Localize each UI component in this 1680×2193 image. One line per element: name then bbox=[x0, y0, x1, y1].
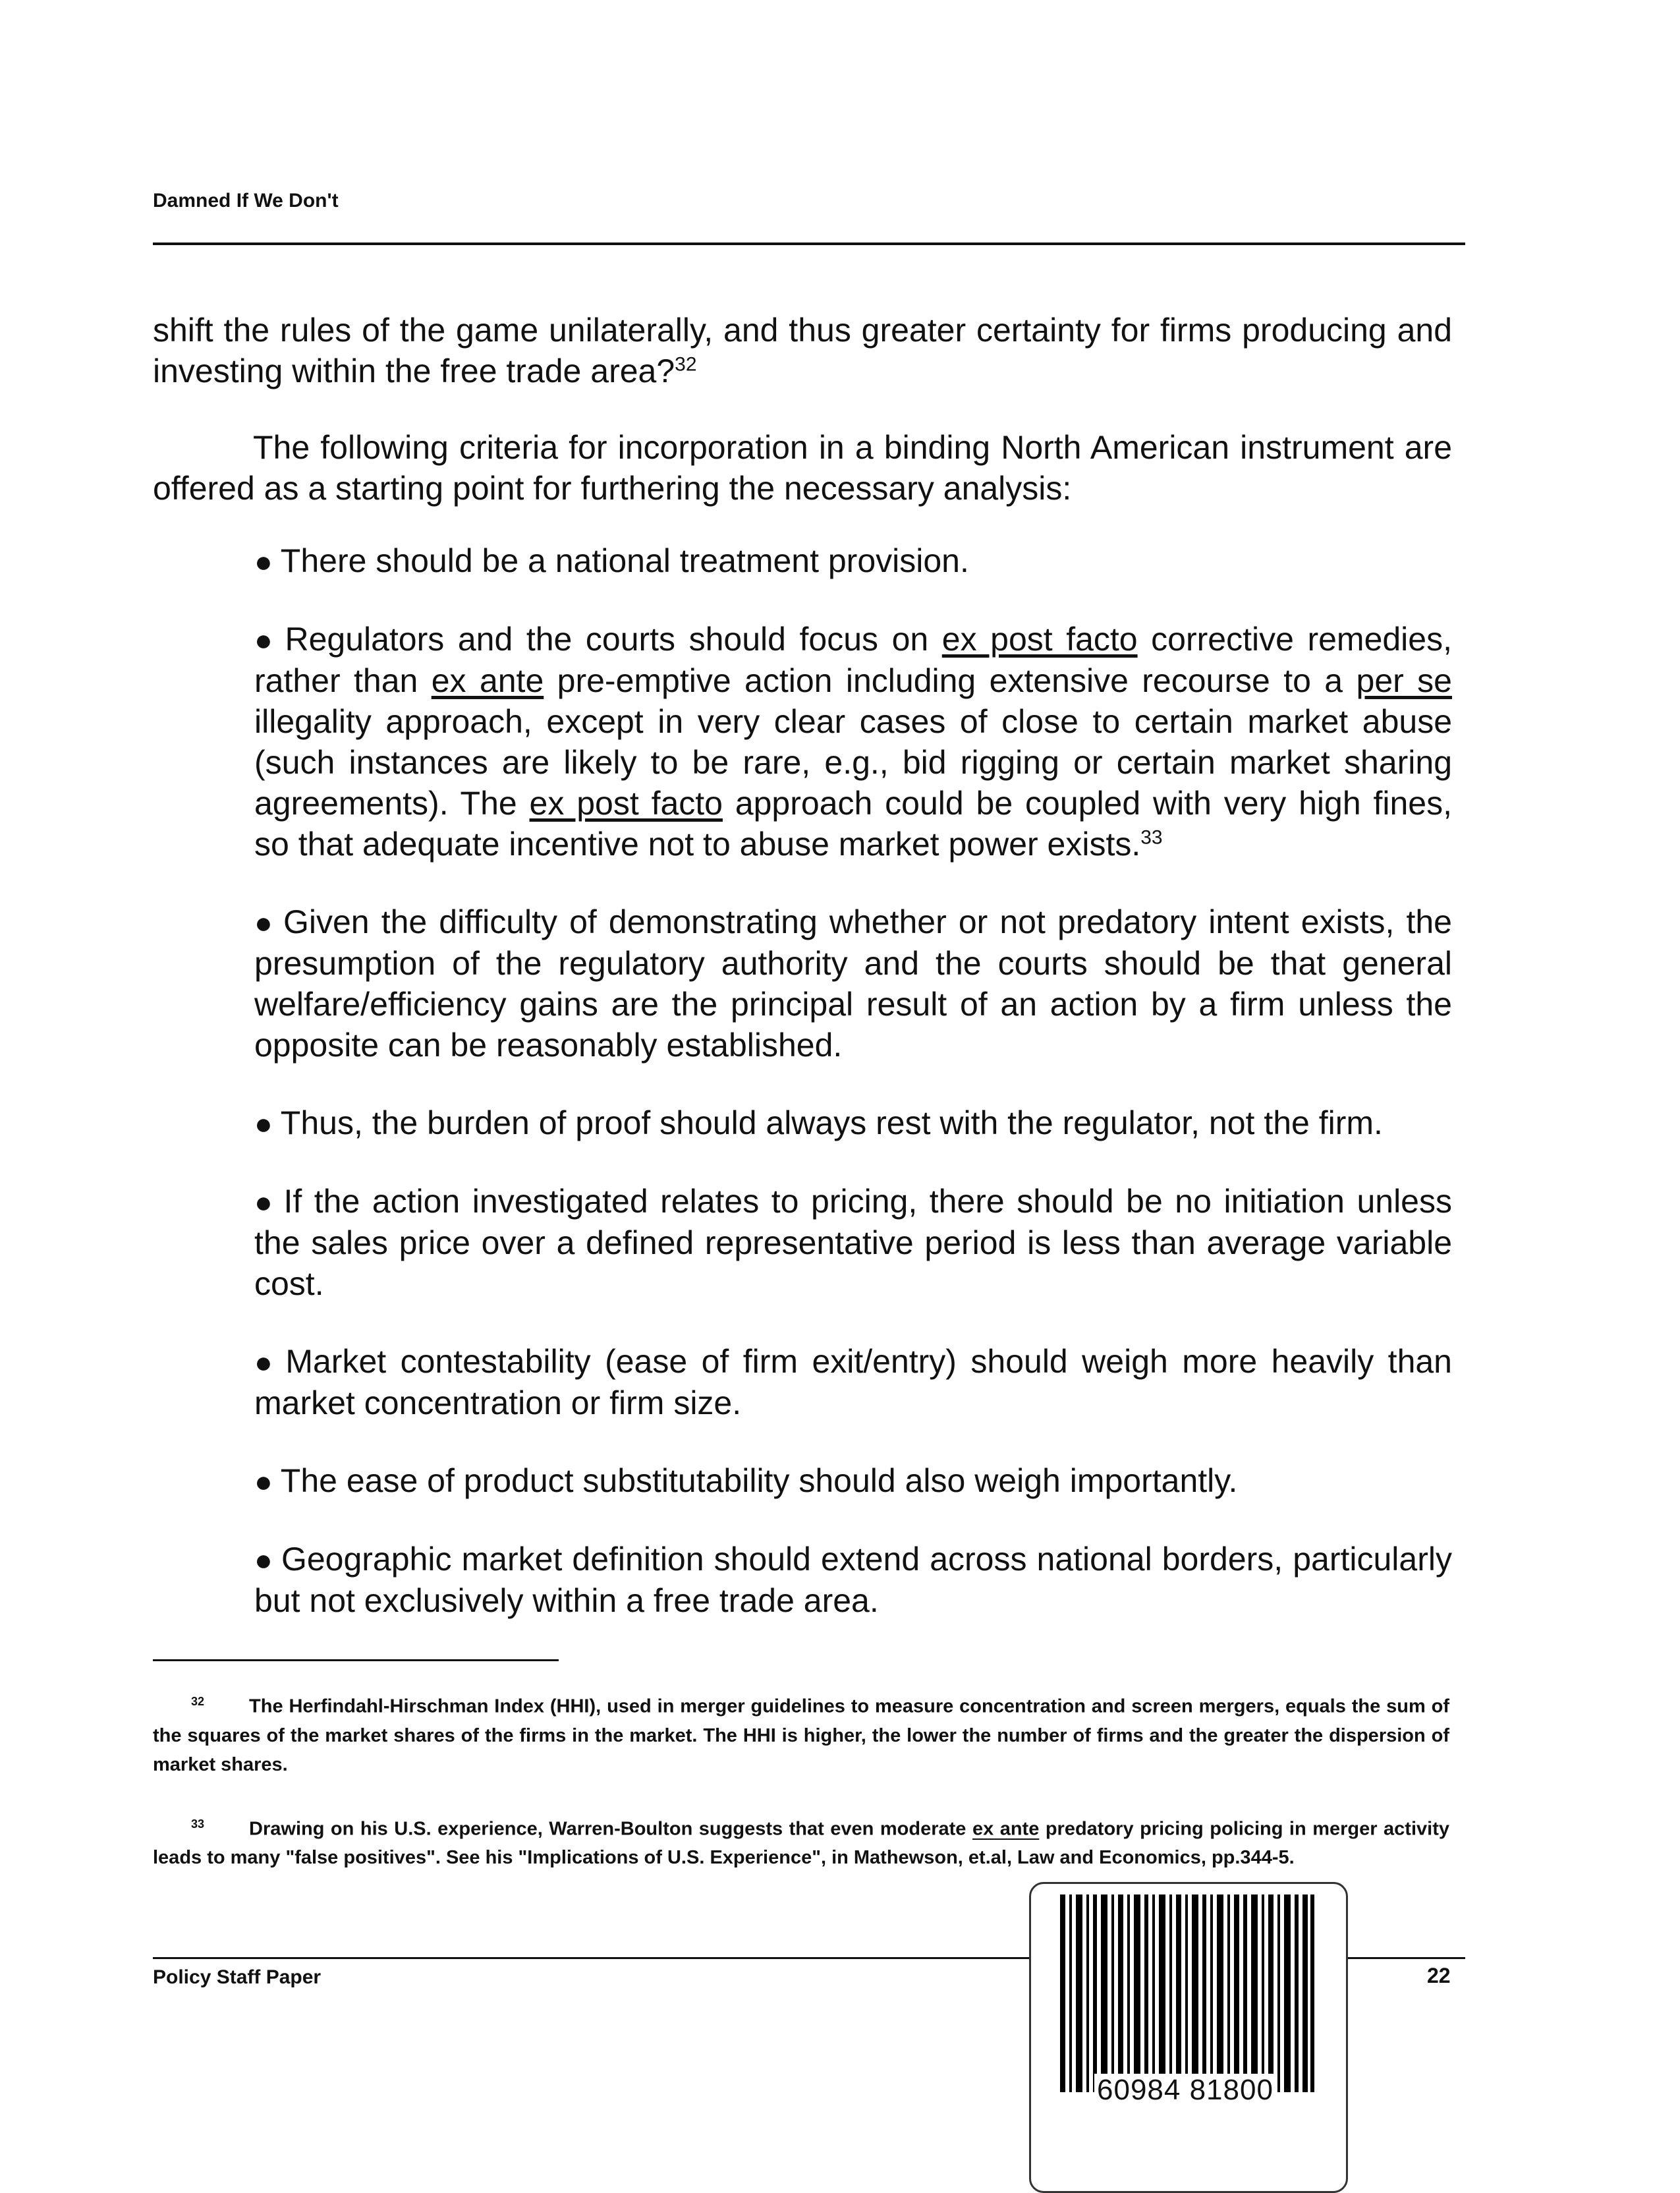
header-rule bbox=[153, 242, 1465, 245]
list-item bbox=[254, 1341, 1452, 1423]
footnote-text: Drawing on his U.S. experience, Warren-Boulton suggests that even moderate bbox=[249, 1818, 972, 1840]
bullet-icon: ● bbox=[254, 1543, 273, 1577]
barcode-label bbox=[1029, 1882, 1348, 2193]
list-item-text: illegality approach, except in very clear cases of close to certain market abuse (such instances are likely to be rare, e.g., bid rigging or certain market sharing agreements). The bbox=[254, 703, 1452, 822]
footnote-number: 32 bbox=[191, 1695, 205, 1708]
footnote-ref[interactable]: 33 bbox=[1140, 826, 1163, 849]
list-item-text: Market contestability (ease of firm exit/entry) should weigh more heavily than market concentration or firm size. bbox=[254, 1343, 1452, 1421]
list-item bbox=[254, 901, 1452, 1066]
bullet-icon: ● bbox=[254, 544, 273, 579]
footnote-text: predatory pricing policing in merger activity leads to many "false positives". See his "Implications of U.S. Experience", in Mathewson, et.al, Law and Economics, pp.344-5. bbox=[153, 1818, 1449, 1869]
footnotes bbox=[153, 1687, 1449, 1902]
bullet-icon: ● bbox=[254, 905, 275, 940]
footer-rule bbox=[153, 1957, 1029, 1959]
footnote-separator bbox=[153, 1659, 559, 1661]
running-header: Damned If We Don't bbox=[153, 190, 339, 212]
paragraph-text: shift the rules of the game unilaterally, and thus greater certainty for firms producing and investing within the free trade area? bbox=[153, 312, 1452, 389]
list-item-text: Thus, the burden of proof should always rest with the regulator, not the firm. bbox=[280, 1104, 1383, 1141]
list-item bbox=[254, 619, 1452, 865]
bullet-icon: ● bbox=[254, 1464, 273, 1498]
list-item bbox=[254, 1181, 1452, 1304]
list-item-text: If the action investigated relates to pricing, there should be no initiation unless the sales price over a defined representative period is less than average variable cost. bbox=[254, 1183, 1452, 1302]
underlined-term: ex ante bbox=[972, 1818, 1040, 1840]
list-item-text: corrective remedies, rather than bbox=[254, 621, 1452, 699]
list-item-text: Given the difficulty of demonstrating whether or not predatory intent exists, the presumption of the regulatory authority and the courts should be that general welfare/efficiency gains are the principal result of an action by a firm unless the opposite can be reasonably established. bbox=[254, 903, 1452, 1064]
barcode-number: 60984 81800 bbox=[1094, 2074, 1276, 2107]
footnote-ref[interactable]: 32 bbox=[675, 353, 697, 376]
footnote-number: 33 bbox=[191, 1817, 205, 1831]
paragraph-continuation bbox=[153, 310, 1452, 391]
page-number: 22 bbox=[1427, 1964, 1451, 1987]
list-item-text: pre-emptive action including extensive recourse to a bbox=[544, 662, 1357, 699]
bullet-icon: ● bbox=[254, 623, 277, 657]
footnote-32 bbox=[153, 1687, 1449, 1779]
underlined-term: ex post facto bbox=[941, 621, 1138, 658]
list-item bbox=[254, 540, 1452, 582]
list-item-text: Geographic market definition should extend across national borders, particularly but not exclusively within a free trade area. bbox=[254, 1541, 1452, 1619]
list-item bbox=[254, 1102, 1452, 1144]
list-item bbox=[254, 1460, 1452, 1502]
underlined-term: ex ante bbox=[431, 662, 544, 699]
underlined-term: ex post facto bbox=[529, 785, 723, 822]
list-item-text: There should be a national treatment provision. bbox=[280, 542, 969, 579]
bullet-icon: ● bbox=[254, 1185, 276, 1219]
footer-title: Policy Staff Paper bbox=[153, 1966, 322, 1988]
footnote-33 bbox=[153, 1809, 1449, 1873]
paragraph-intro: The following criteria for incorporation in a binding North American instrument are offered as a starting point for furthering the necessary analysis: bbox=[153, 429, 1452, 507]
list-item bbox=[254, 1539, 1452, 1621]
criteria-list bbox=[254, 540, 1452, 1658]
list-item-text: approach could be coupled with very high fines, so that adequate incentive not to abuse market power exists. bbox=[254, 785, 1452, 863]
bullet-icon: ● bbox=[254, 1345, 278, 1379]
underlined-term: per se bbox=[1356, 662, 1452, 699]
footer-rule bbox=[1344, 1957, 1465, 1959]
footnote-text: The Herfindahl-Hirschman Index (HHI), used in merger guidelines to measure concentration and screen mergers, equals the sum of the squares of the market shares of the firms in the market. The HHI is higher, the lower the number of firms and the greater the dispersion of market shares. bbox=[153, 1695, 1449, 1775]
list-item-text: The ease of product substitutability should also weigh importantly. bbox=[280, 1462, 1238, 1499]
list-item-text: Regulators and the courts should focus on bbox=[285, 621, 942, 658]
bullet-icon: ● bbox=[254, 1106, 273, 1141]
